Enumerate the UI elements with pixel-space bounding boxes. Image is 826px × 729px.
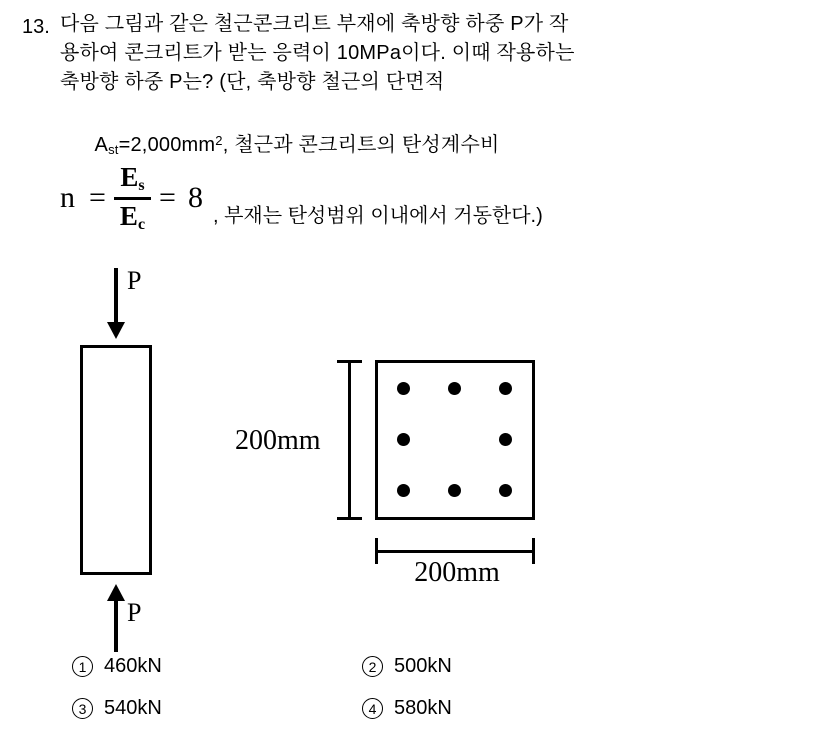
formula-equals-1: = [89, 181, 106, 214]
answer-choices [72, 645, 772, 729]
steel-area-suffix: , 철근과 콘크리트의 탄성계수비 [222, 134, 500, 156]
question-line-1: 다음 그림과 같은 철근콘크리트 부재에 축방향 하중 P가 작 [60, 13, 569, 35]
choice-2[interactable] [362, 655, 452, 678]
choice-3[interactable] [72, 697, 362, 720]
question-line-2: 용하여 콘크리트가 받는 응력이 10MPa이다. 이때 작용하는 [60, 42, 575, 64]
vertical-dimension-tick-top [337, 360, 362, 363]
choice-marker-2: 2 [362, 656, 383, 677]
bottom-load-arrow-head [107, 584, 125, 601]
rebar-dot [397, 433, 410, 446]
formula-denominator-symbol: E [119, 200, 138, 231]
formula-denominator-subscript: c [137, 215, 146, 233]
formula-numerator-subscript: s [138, 176, 145, 194]
rebar-dot [499, 382, 512, 395]
top-load-arrow-head [107, 322, 125, 339]
choice-marker-4: 4 [362, 698, 383, 719]
rebar-dot [499, 433, 512, 446]
formula-numerator [114, 161, 150, 197]
modular-ratio-formula [60, 162, 826, 234]
choice-marker-1: 1 [72, 656, 93, 677]
choice-1[interactable] [72, 655, 362, 678]
section-rectangle [375, 360, 535, 520]
steel-area-symbol: A [94, 134, 109, 156]
member-rectangle [80, 345, 152, 575]
vertical-dimension-tick-bottom [337, 517, 362, 520]
formula-value: 8 [187, 181, 203, 214]
question-line-3: 축방향 하중 P는? (단, 축방향 철근의 단면적 [60, 71, 445, 93]
steel-area-value: =2,000mm [118, 134, 216, 156]
figures-area [0, 250, 826, 640]
bottom-load-label: P [127, 598, 142, 627]
formula-denominator [114, 200, 151, 233]
steel-area-subscript: st [108, 142, 119, 157]
choice-label-4: 580kN [394, 696, 452, 719]
rebar-dot [448, 382, 461, 395]
formula-fraction [114, 161, 151, 233]
choice-4[interactable] [362, 697, 452, 720]
rebar-dot [397, 382, 410, 395]
formula-equals-2: = [159, 181, 176, 214]
horizontal-dimension-label: 200mm [414, 557, 500, 588]
choice-row-2 [72, 687, 772, 729]
vertical-dimension-line [348, 360, 351, 520]
formula-trailing-text: , 부재는 탄성범위 이내에서 거동한다.) [212, 205, 543, 227]
top-load-arrow-shaft [114, 268, 118, 328]
cross-section-diagram [235, 345, 720, 615]
choice-row-1 [72, 645, 772, 687]
axial-member-diagram [75, 260, 255, 640]
rebar-dot [499, 484, 512, 497]
formula-expression [60, 162, 203, 234]
formula-n: n [60, 181, 75, 214]
formula-numerator-symbol: E [120, 161, 139, 192]
vertical-dimension-label: 200mm [235, 425, 321, 456]
rebar-dot [448, 484, 461, 497]
choice-marker-3: 3 [72, 698, 93, 719]
rebar-dot [397, 484, 410, 497]
choice-label-1: 460kN [104, 654, 162, 677]
steel-area-exponent: 2 [215, 133, 223, 148]
choice-label-2: 500kN [394, 654, 452, 677]
top-load-label: P [127, 266, 142, 295]
question-number: 13. [22, 16, 50, 38]
horizontal-dimension-line [375, 550, 535, 553]
choice-label-3: 540kN [104, 696, 162, 719]
